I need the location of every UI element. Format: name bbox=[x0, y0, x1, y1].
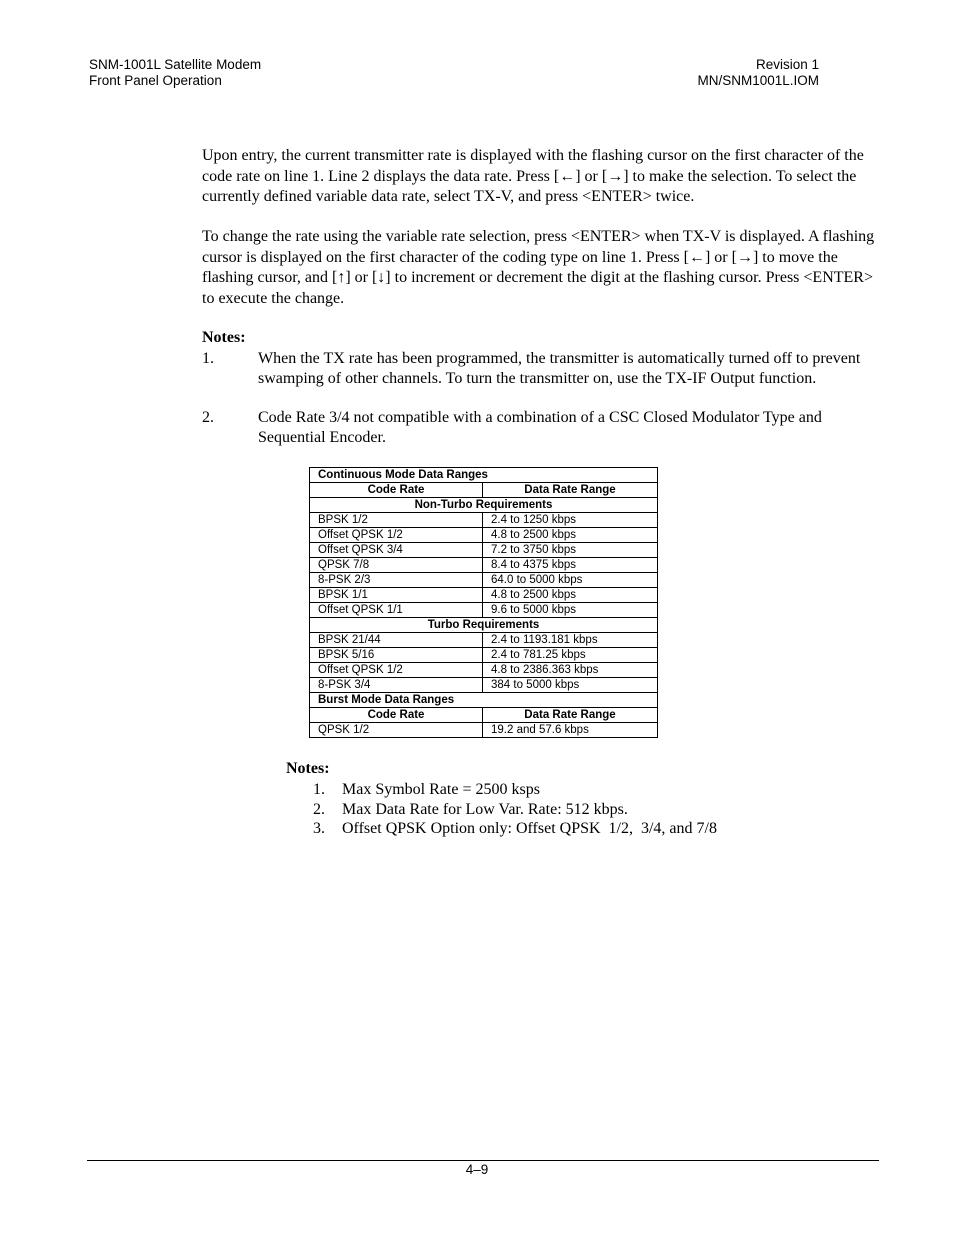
note-item bbox=[202, 408, 877, 448]
table-note-text: Max Symbol Rate = 2500 ksps bbox=[342, 781, 540, 798]
code-rate-cell: BPSK 5/16 bbox=[310, 648, 483, 663]
data-rate-cell: 2.4 to 781.25 kbps bbox=[483, 648, 658, 663]
table-header-row bbox=[310, 708, 658, 723]
header-left bbox=[89, 57, 261, 89]
data-rate-cell: 4.8 to 2500 kbps bbox=[483, 588, 658, 603]
non-turbo-section-title: Non-Turbo Requirements bbox=[310, 498, 658, 513]
notes-heading: Notes: bbox=[202, 329, 246, 346]
note-item bbox=[202, 349, 877, 389]
code-rate-cell: Offset QPSK 1/2 bbox=[310, 528, 483, 543]
note-number: 2. bbox=[202, 409, 214, 426]
table-section-row bbox=[310, 498, 658, 513]
code-rate-cell: Offset QPSK 3/4 bbox=[310, 543, 483, 558]
continuous-mode-title: Continuous Mode Data Ranges bbox=[310, 468, 658, 483]
table-note-text: Offset QPSK Option only: Offset QPSK 1/2, 3/4, and 7/8 bbox=[342, 820, 717, 837]
data-rate-cell: 7.2 to 3750 kbps bbox=[483, 543, 658, 558]
code-rate-cell: BPSK 21/44 bbox=[310, 633, 483, 648]
column-header-data-rate: Data Rate Range bbox=[483, 483, 658, 498]
code-rate-cell: QPSK 1/2 bbox=[310, 723, 483, 738]
table-note-text: Max Data Rate for Low Var. Rate: 512 kbps. bbox=[342, 801, 628, 818]
column-header-code-rate: Code Rate bbox=[310, 708, 483, 723]
code-rate-cell: Offset QPSK 1/1 bbox=[310, 603, 483, 618]
note-number: 1. bbox=[202, 350, 214, 367]
data-rate-cell: 4.8 to 2500 kbps bbox=[483, 528, 658, 543]
table-row bbox=[310, 573, 658, 588]
code-rate-cell: QPSK 7/8 bbox=[310, 558, 483, 573]
table-title-row bbox=[310, 468, 658, 483]
header-doc-id: MN/SNM1001L.IOM bbox=[697, 73, 819, 88]
code-rate-cell: Offset QPSK 1/2 bbox=[310, 663, 483, 678]
data-rate-cell: 8.4 to 4375 kbps bbox=[483, 558, 658, 573]
table-section-row bbox=[310, 618, 658, 633]
table-header-row bbox=[310, 483, 658, 498]
header-right bbox=[697, 57, 819, 89]
page-number: 4–9 bbox=[465, 1162, 489, 1177]
code-rate-cell: BPSK 1/2 bbox=[310, 513, 483, 528]
header-revision: Revision 1 bbox=[755, 57, 819, 72]
paragraph-variable-rate: To change the rate using the variable rate selection, press <ENTER> when TX-V is displayed. A flashing cursor is displayed on the first character of the coding type on line 1. Press [←] or [→] to move the flashing cursor, and [↑] or [↓] to increment or decrement the digit at the flashing cursor. Press <ENTER> to execute the change. bbox=[202, 228, 875, 307]
table-row bbox=[310, 558, 658, 573]
table-row bbox=[310, 543, 658, 558]
table-row bbox=[310, 723, 658, 738]
table-note-number: 1. bbox=[313, 781, 325, 798]
table-note-item bbox=[313, 780, 540, 800]
data-rate-table bbox=[309, 467, 658, 738]
burst-mode-title: Burst Mode Data Ranges bbox=[310, 693, 658, 708]
code-rate-cell: 8-PSK 3/4 bbox=[310, 678, 483, 693]
code-rate-cell: 8-PSK 2/3 bbox=[310, 573, 483, 588]
table-row bbox=[310, 678, 658, 693]
table-title-row bbox=[310, 693, 658, 708]
table-row bbox=[310, 513, 658, 528]
data-rate-cell: 64.0 to 5000 kbps bbox=[483, 573, 658, 588]
header-section: Front Panel Operation bbox=[89, 73, 222, 88]
data-rate-cell: 2.4 to 1193.181 kbps bbox=[483, 633, 658, 648]
table-row bbox=[310, 648, 658, 663]
column-header-code-rate: Code Rate bbox=[310, 483, 483, 498]
table-note-item bbox=[313, 800, 628, 820]
paragraph-transmitter-rate: Upon entry, the current transmitter rate is displayed with the flashing cursor on the first character of the code rate on line 1. Line 2 displays the data rate. Press [←] or [→] to make the selection. To select the currently defined variable data rate, select TX-V, and press <ENTER> twice. bbox=[202, 147, 864, 205]
data-rate-cell: 384 to 5000 kbps bbox=[483, 678, 658, 693]
table-row bbox=[310, 633, 658, 648]
table-notes-heading: Notes: bbox=[286, 760, 330, 777]
note-text: When the TX rate has been programmed, the transmitter is automatically turned off to prevent swamping of other channels. To turn the transmitter on, use the TX-IF Output function. bbox=[258, 350, 861, 387]
table-note-number: 3. bbox=[313, 820, 325, 837]
turbo-section-title: Turbo Requirements bbox=[310, 618, 658, 633]
table-row bbox=[310, 603, 658, 618]
code-rate-cell: BPSK 1/1 bbox=[310, 588, 483, 603]
note-text: Code Rate 3/4 not compatible with a combination of a CSC Closed Modulator Type and Sequential Encoder. bbox=[258, 409, 822, 446]
data-rate-cell: 9.6 to 5000 kbps bbox=[483, 603, 658, 618]
data-rate-cell: 4.8 to 2386.363 kbps bbox=[483, 663, 658, 678]
data-rate-cell: 19.2 and 57.6 kbps bbox=[483, 723, 658, 738]
column-header-data-rate: Data Rate Range bbox=[483, 708, 658, 723]
data-rate-cell: 2.4 to 1250 kbps bbox=[483, 513, 658, 528]
table-row bbox=[310, 663, 658, 678]
table-note-number: 2. bbox=[313, 801, 325, 818]
table-row bbox=[310, 528, 658, 543]
footer-divider bbox=[87, 1160, 879, 1161]
table-row bbox=[310, 588, 658, 603]
table-note-item bbox=[313, 819, 717, 839]
header-product: SNM-1001L Satellite Modem bbox=[89, 57, 262, 72]
